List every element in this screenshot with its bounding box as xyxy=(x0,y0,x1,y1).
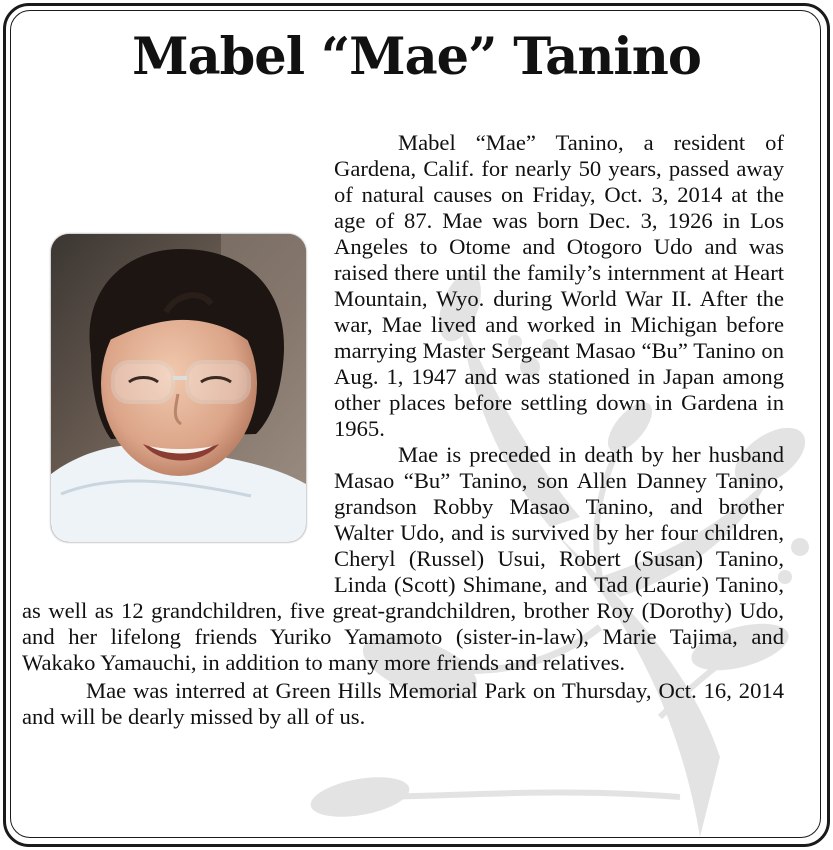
paragraph-interment: Mae was interred at Green Hills Memorial Park on Thursday, Oct. 16, 2014 and will be dearly missed by all of us. xyxy=(22,678,784,729)
paragraph-life: Mabel “Mae” Tanino, a resident of Gardena, Calif. for nearly 50 years, passed away of natural causes on Friday, Oct. 3, 2014 at the age of 87. Mae was born Dec. 3, 1926 in Los Angeles to Otome and Otogoro Udo and was raised there until the family’s internment at Heart Mountain, Wyo. during World War II. After the war, Mae lived and worked in Michigan before marrying Master Sergeant Masao “Bu” Tanino on Aug. 1, 1947 and was stationed in Japan among other places before settling down in Gardena in 1965. xyxy=(334,130,784,441)
paragraph-family: Mae is preceded in death by her husband Masao “Bu” Tanino, son Allen Danney Tanino, grandson Robby Masao Tanino, and brother Walter Udo, and is survived by her four children, Cheryl (Russel) Usui, Robert (Susan) Tanino, Linda (Scott) Shimane, and Tad (Laurie) Tanino, as well as 12 grandchildren, five great-grandchildren, brother Roy (Dorothy) Udo, and her lifelong friends Yuriko Yamamoto (sister-in-law), Marie Tajima, and Wakako Yamauchi, in addition to many more friends and relatives. xyxy=(22,442,784,675)
obituary-title: Mabel “Mae” Tanino xyxy=(132,27,701,87)
portrait-photo xyxy=(51,234,306,542)
portrait-container xyxy=(22,234,334,580)
obituary-body xyxy=(22,130,784,730)
